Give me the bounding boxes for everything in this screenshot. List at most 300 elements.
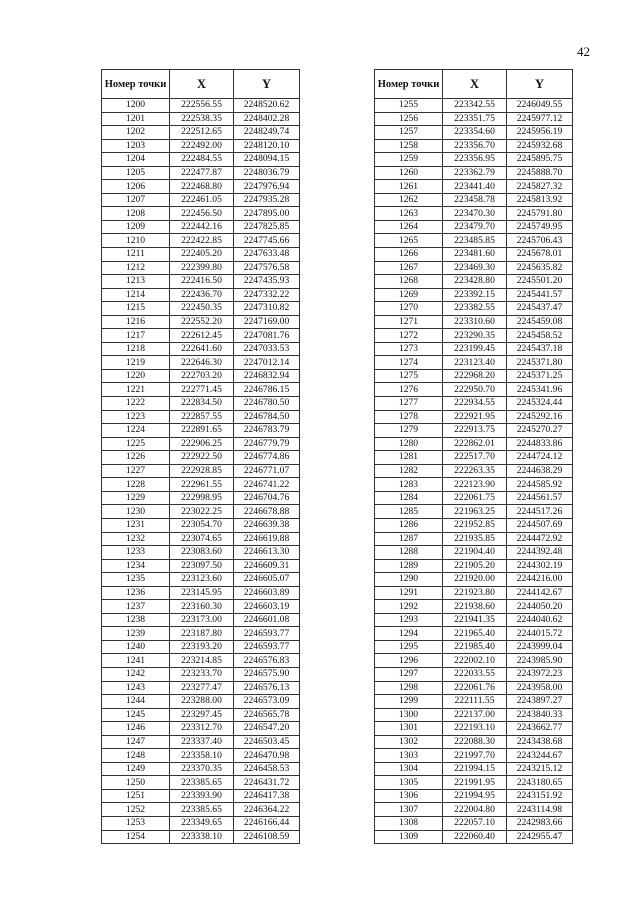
table-row xyxy=(375,207,573,221)
point-number-cell: 1283 xyxy=(375,478,443,492)
table-row xyxy=(102,410,300,424)
header-x: X xyxy=(170,70,234,99)
y-cell: 2246603.89 xyxy=(234,586,300,600)
table-row xyxy=(375,288,573,302)
x-cell: 222468.80 xyxy=(170,180,234,194)
table-row xyxy=(102,681,300,695)
y-cell: 2243972.23 xyxy=(507,667,573,681)
table-row xyxy=(375,491,573,505)
page-number: 42 xyxy=(577,44,590,59)
point-number-cell: 1299 xyxy=(375,695,443,709)
y-cell: 2245270.27 xyxy=(507,424,573,438)
x-cell: 221905.20 xyxy=(443,559,507,573)
y-cell: 2244507.69 xyxy=(507,518,573,532)
table-row xyxy=(102,180,300,194)
y-cell: 2245827.32 xyxy=(507,180,573,194)
y-cell: 2246741.22 xyxy=(234,478,300,492)
table-row xyxy=(375,695,573,709)
x-cell: 223214.85 xyxy=(170,654,234,668)
x-cell: 221985.40 xyxy=(443,640,507,654)
table-row xyxy=(375,654,573,668)
table-row xyxy=(102,369,300,383)
point-number-cell: 1251 xyxy=(102,789,170,803)
x-cell: 222771.45 xyxy=(170,383,234,397)
y-cell: 2246774.86 xyxy=(234,451,300,465)
point-number-cell: 1202 xyxy=(102,126,170,140)
y-cell: 2246431.72 xyxy=(234,776,300,790)
x-cell: 222004.80 xyxy=(443,803,507,817)
table-row xyxy=(102,667,300,681)
x-cell: 221935.85 xyxy=(443,532,507,546)
y-cell: 2245437.18 xyxy=(507,342,573,356)
x-cell: 223337.40 xyxy=(170,735,234,749)
table-row xyxy=(375,518,573,532)
y-cell: 2244050.20 xyxy=(507,600,573,614)
point-number-cell: 1308 xyxy=(375,816,443,830)
x-cell: 222968.20 xyxy=(443,369,507,383)
x-cell: 223354.60 xyxy=(443,126,507,140)
point-number-cell: 1274 xyxy=(375,356,443,370)
x-cell: 223145.95 xyxy=(170,586,234,600)
y-cell: 2248036.79 xyxy=(234,166,300,180)
x-cell: 223083.60 xyxy=(170,546,234,560)
x-cell: 223479.70 xyxy=(443,220,507,234)
point-number-cell: 1207 xyxy=(102,193,170,207)
y-cell: 2247895.00 xyxy=(234,207,300,221)
point-number-cell: 1228 xyxy=(102,478,170,492)
table-row xyxy=(102,275,300,289)
point-number-cell: 1221 xyxy=(102,383,170,397)
x-cell: 222422.85 xyxy=(170,234,234,248)
x-cell: 222961.55 xyxy=(170,478,234,492)
table-row xyxy=(375,505,573,519)
point-number-cell: 1260 xyxy=(375,166,443,180)
x-cell: 222834.50 xyxy=(170,397,234,411)
point-number-cell: 1309 xyxy=(375,830,443,844)
point-number-cell: 1219 xyxy=(102,356,170,370)
y-cell: 2246704.76 xyxy=(234,491,300,505)
table-row xyxy=(102,722,300,736)
table-header-row xyxy=(102,70,300,99)
table-row xyxy=(375,803,573,817)
table-row xyxy=(102,803,300,817)
table-row xyxy=(375,478,573,492)
y-cell: 2246771.07 xyxy=(234,464,300,478)
x-cell: 222556.55 xyxy=(170,99,234,113)
y-cell: 2247825.85 xyxy=(234,220,300,234)
y-cell: 2244216.00 xyxy=(507,573,573,587)
table-row xyxy=(102,586,300,600)
table-row xyxy=(102,383,300,397)
x-cell: 223358.10 xyxy=(170,749,234,763)
table-row xyxy=(102,654,300,668)
table-row xyxy=(102,505,300,519)
y-cell: 2243114.98 xyxy=(507,803,573,817)
table-row xyxy=(375,573,573,587)
point-number-cell: 1225 xyxy=(102,437,170,451)
x-cell: 221952.85 xyxy=(443,518,507,532)
x-cell: 221994.15 xyxy=(443,762,507,776)
x-cell: 223428.80 xyxy=(443,275,507,289)
x-cell: 222111.55 xyxy=(443,695,507,709)
table-row xyxy=(375,180,573,194)
x-cell: 222950.70 xyxy=(443,383,507,397)
point-number-cell: 1249 xyxy=(102,762,170,776)
point-number-cell: 1243 xyxy=(102,681,170,695)
x-cell: 223481.60 xyxy=(443,248,507,262)
table-row xyxy=(102,816,300,830)
y-cell: 2243958.00 xyxy=(507,681,573,695)
point-number-cell: 1278 xyxy=(375,410,443,424)
header-y: Y xyxy=(507,70,573,99)
table-row xyxy=(102,749,300,763)
table-row xyxy=(102,248,300,262)
y-cell: 2246619.88 xyxy=(234,532,300,546)
y-cell: 2245324.44 xyxy=(507,397,573,411)
y-cell: 2247633.48 xyxy=(234,248,300,262)
x-cell: 222061.75 xyxy=(443,491,507,505)
point-number-cell: 1241 xyxy=(102,654,170,668)
y-cell: 2247576.58 xyxy=(234,261,300,275)
point-number-cell: 1253 xyxy=(102,816,170,830)
table-row xyxy=(102,478,300,492)
table-row xyxy=(375,193,573,207)
point-number-cell: 1254 xyxy=(102,830,170,844)
x-cell: 222891.65 xyxy=(170,424,234,438)
y-cell: 2248094.15 xyxy=(234,153,300,167)
y-cell: 2246166.44 xyxy=(234,816,300,830)
y-cell: 2246613.30 xyxy=(234,546,300,560)
y-cell: 2245749.95 xyxy=(507,220,573,234)
x-cell: 222921.95 xyxy=(443,410,507,424)
point-number-cell: 1289 xyxy=(375,559,443,573)
table-row xyxy=(375,464,573,478)
header-point-number: Номер точки xyxy=(375,70,443,99)
x-cell: 222857.55 xyxy=(170,410,234,424)
table-row xyxy=(102,139,300,153)
x-cell: 222862.01 xyxy=(443,437,507,451)
table-row xyxy=(375,315,573,329)
x-cell: 222906.25 xyxy=(170,437,234,451)
point-number-cell: 1216 xyxy=(102,315,170,329)
y-cell: 2245706.43 xyxy=(507,234,573,248)
table-row xyxy=(102,695,300,709)
point-number-cell: 1215 xyxy=(102,302,170,316)
table-row xyxy=(102,153,300,167)
table-row xyxy=(102,207,300,221)
x-cell: 221904.40 xyxy=(443,546,507,560)
point-number-cell: 1237 xyxy=(102,600,170,614)
y-cell: 2247935.28 xyxy=(234,193,300,207)
table-row xyxy=(102,261,300,275)
table-row xyxy=(102,302,300,316)
x-cell: 223356.95 xyxy=(443,153,507,167)
y-cell: 2247012.14 xyxy=(234,356,300,370)
x-cell: 222060.40 xyxy=(443,830,507,844)
table-row xyxy=(375,640,573,654)
y-cell: 2246783.79 xyxy=(234,424,300,438)
y-cell: 2246108.59 xyxy=(234,830,300,844)
x-cell: 222646.30 xyxy=(170,356,234,370)
table-row xyxy=(375,166,573,180)
x-cell: 222436.70 xyxy=(170,288,234,302)
point-number-cell: 1238 xyxy=(102,613,170,627)
y-cell: 2245441.57 xyxy=(507,288,573,302)
point-number-cell: 1302 xyxy=(375,735,443,749)
x-cell: 221965.40 xyxy=(443,627,507,641)
x-cell: 223022.25 xyxy=(170,505,234,519)
x-cell: 223193.20 xyxy=(170,640,234,654)
x-cell: 222913.75 xyxy=(443,424,507,438)
table-row xyxy=(375,776,573,790)
table-row xyxy=(102,315,300,329)
y-cell: 2244142.67 xyxy=(507,586,573,600)
y-cell: 2246678.88 xyxy=(234,505,300,519)
point-number-cell: 1235 xyxy=(102,573,170,587)
point-number-cell: 1227 xyxy=(102,464,170,478)
table-row xyxy=(375,830,573,844)
table-row xyxy=(102,220,300,234)
x-cell: 221997.70 xyxy=(443,749,507,763)
point-number-cell: 1303 xyxy=(375,749,443,763)
table-row xyxy=(375,112,573,126)
point-number-cell: 1200 xyxy=(102,99,170,113)
x-cell: 222450.35 xyxy=(170,302,234,316)
table-row xyxy=(375,735,573,749)
y-cell: 2247033.53 xyxy=(234,342,300,356)
y-cell: 2244561.57 xyxy=(507,491,573,505)
table-header-row xyxy=(375,70,573,99)
coordinates-table-left xyxy=(101,69,300,844)
table-row xyxy=(375,722,573,736)
table-row xyxy=(375,153,573,167)
x-cell: 223054.70 xyxy=(170,518,234,532)
y-cell: 2242955.47 xyxy=(507,830,573,844)
x-cell: 222922.50 xyxy=(170,451,234,465)
y-cell: 2243662.77 xyxy=(507,722,573,736)
y-cell: 2245437.47 xyxy=(507,302,573,316)
point-number-cell: 1233 xyxy=(102,546,170,560)
point-number-cell: 1257 xyxy=(375,126,443,140)
y-cell: 2245292.16 xyxy=(507,410,573,424)
y-cell: 2246593.77 xyxy=(234,627,300,641)
x-cell: 223160.30 xyxy=(170,600,234,614)
table-row xyxy=(375,586,573,600)
x-cell: 221941.35 xyxy=(443,613,507,627)
x-cell: 222456.50 xyxy=(170,207,234,221)
table-row xyxy=(102,532,300,546)
point-number-cell: 1204 xyxy=(102,153,170,167)
y-cell: 2244472.92 xyxy=(507,532,573,546)
x-cell: 223074.65 xyxy=(170,532,234,546)
point-number-cell: 1223 xyxy=(102,410,170,424)
point-number-cell: 1290 xyxy=(375,573,443,587)
table-row xyxy=(375,397,573,411)
point-number-cell: 1208 xyxy=(102,207,170,221)
x-cell: 223297.45 xyxy=(170,708,234,722)
y-cell: 2246639.38 xyxy=(234,518,300,532)
x-cell: 223351.75 xyxy=(443,112,507,126)
y-cell: 2243985.90 xyxy=(507,654,573,668)
x-cell: 222477.87 xyxy=(170,166,234,180)
y-cell: 2246417.38 xyxy=(234,789,300,803)
x-cell: 223199.45 xyxy=(443,342,507,356)
x-cell: 223356.70 xyxy=(443,139,507,153)
header-y: Y xyxy=(234,70,300,99)
x-cell: 222492.00 xyxy=(170,139,234,153)
point-number-cell: 1296 xyxy=(375,654,443,668)
table-row xyxy=(102,234,300,248)
x-cell: 223349.65 xyxy=(170,816,234,830)
y-cell: 2244392.48 xyxy=(507,546,573,560)
table-row xyxy=(102,708,300,722)
x-cell: 223338.10 xyxy=(170,830,234,844)
point-number-cell: 1232 xyxy=(102,532,170,546)
y-cell: 2246576.83 xyxy=(234,654,300,668)
point-number-cell: 1209 xyxy=(102,220,170,234)
point-number-cell: 1292 xyxy=(375,600,443,614)
x-cell: 222263.35 xyxy=(443,464,507,478)
y-cell: 2245501.20 xyxy=(507,275,573,289)
y-cell: 2245678.01 xyxy=(507,248,573,262)
point-number-cell: 1222 xyxy=(102,397,170,411)
point-number-cell: 1276 xyxy=(375,383,443,397)
table-row xyxy=(102,451,300,465)
point-number-cell: 1285 xyxy=(375,505,443,519)
y-cell: 2245956.19 xyxy=(507,126,573,140)
x-cell: 223382.55 xyxy=(443,302,507,316)
x-cell: 223362.79 xyxy=(443,166,507,180)
y-cell: 2245813.92 xyxy=(507,193,573,207)
point-number-cell: 1252 xyxy=(102,803,170,817)
x-cell: 223187.80 xyxy=(170,627,234,641)
point-number-cell: 1201 xyxy=(102,112,170,126)
x-cell: 223173.00 xyxy=(170,613,234,627)
x-cell: 222703.20 xyxy=(170,369,234,383)
point-number-cell: 1267 xyxy=(375,261,443,275)
y-cell: 2247435.93 xyxy=(234,275,300,289)
y-cell: 2246603.19 xyxy=(234,600,300,614)
table-row xyxy=(102,112,300,126)
y-cell: 2246780.50 xyxy=(234,397,300,411)
y-cell: 2247169.00 xyxy=(234,315,300,329)
x-cell: 222137.00 xyxy=(443,708,507,722)
x-cell: 222552.20 xyxy=(170,315,234,329)
y-cell: 2246601.08 xyxy=(234,613,300,627)
y-cell: 2243244.67 xyxy=(507,749,573,763)
point-number-cell: 1212 xyxy=(102,261,170,275)
x-cell: 221994.95 xyxy=(443,789,507,803)
y-cell: 2244833.86 xyxy=(507,437,573,451)
table-row xyxy=(375,234,573,248)
point-number-cell: 1294 xyxy=(375,627,443,641)
y-cell: 2243438.68 xyxy=(507,735,573,749)
y-cell: 2243999.04 xyxy=(507,640,573,654)
table-row xyxy=(375,532,573,546)
point-number-cell: 1211 xyxy=(102,248,170,262)
point-number-cell: 1272 xyxy=(375,329,443,343)
y-cell: 2246609.31 xyxy=(234,559,300,573)
point-number-cell: 1239 xyxy=(102,627,170,641)
point-number-cell: 1258 xyxy=(375,139,443,153)
x-cell: 223123.40 xyxy=(443,356,507,370)
table-row xyxy=(375,451,573,465)
y-cell: 2245977.12 xyxy=(507,112,573,126)
y-cell: 2246547.20 xyxy=(234,722,300,736)
x-cell: 222193.10 xyxy=(443,722,507,736)
y-cell: 2243897.27 xyxy=(507,695,573,709)
y-cell: 2244015.72 xyxy=(507,627,573,641)
y-cell: 2246573.09 xyxy=(234,695,300,709)
point-number-cell: 1236 xyxy=(102,586,170,600)
table-row xyxy=(102,166,300,180)
y-cell: 2248402.28 xyxy=(234,112,300,126)
table-body-left xyxy=(102,99,300,844)
y-cell: 2245458.52 xyxy=(507,329,573,343)
table-row xyxy=(375,559,573,573)
table-row xyxy=(375,99,573,113)
point-number-cell: 1250 xyxy=(102,776,170,790)
point-number-cell: 1264 xyxy=(375,220,443,234)
y-cell: 2245791.80 xyxy=(507,207,573,221)
x-cell: 223123.60 xyxy=(170,573,234,587)
x-cell: 222123.90 xyxy=(443,478,507,492)
header-x: X xyxy=(443,70,507,99)
point-number-cell: 1210 xyxy=(102,234,170,248)
table-row xyxy=(375,600,573,614)
y-cell: 2246784.50 xyxy=(234,410,300,424)
x-cell: 222399.80 xyxy=(170,261,234,275)
point-number-cell: 1242 xyxy=(102,667,170,681)
table-row xyxy=(102,762,300,776)
y-cell: 2248120.10 xyxy=(234,139,300,153)
point-number-cell: 1269 xyxy=(375,288,443,302)
table-row xyxy=(102,464,300,478)
y-cell: 2245459.08 xyxy=(507,315,573,329)
table-row xyxy=(102,789,300,803)
point-number-cell: 1291 xyxy=(375,586,443,600)
y-cell: 2246503.45 xyxy=(234,735,300,749)
point-number-cell: 1306 xyxy=(375,789,443,803)
x-cell: 222517.70 xyxy=(443,451,507,465)
point-number-cell: 1301 xyxy=(375,722,443,736)
point-number-cell: 1245 xyxy=(102,708,170,722)
point-number-cell: 1226 xyxy=(102,451,170,465)
x-cell: 223441.40 xyxy=(443,180,507,194)
table-row xyxy=(102,546,300,560)
point-number-cell: 1300 xyxy=(375,708,443,722)
table-row xyxy=(102,627,300,641)
table-row xyxy=(375,410,573,424)
table-row xyxy=(375,613,573,627)
y-cell: 2246779.79 xyxy=(234,437,300,451)
table-row xyxy=(102,613,300,627)
y-cell: 2246565.78 xyxy=(234,708,300,722)
x-cell: 222484.55 xyxy=(170,153,234,167)
y-cell: 2247745.66 xyxy=(234,234,300,248)
table-row xyxy=(102,491,300,505)
table-row xyxy=(375,816,573,830)
x-cell: 221991.95 xyxy=(443,776,507,790)
table-row xyxy=(102,193,300,207)
table-row xyxy=(375,681,573,695)
table-row xyxy=(102,600,300,614)
table-row xyxy=(102,437,300,451)
x-cell: 222512.65 xyxy=(170,126,234,140)
table-row xyxy=(375,248,573,262)
point-number-cell: 1298 xyxy=(375,681,443,695)
table-row xyxy=(102,640,300,654)
